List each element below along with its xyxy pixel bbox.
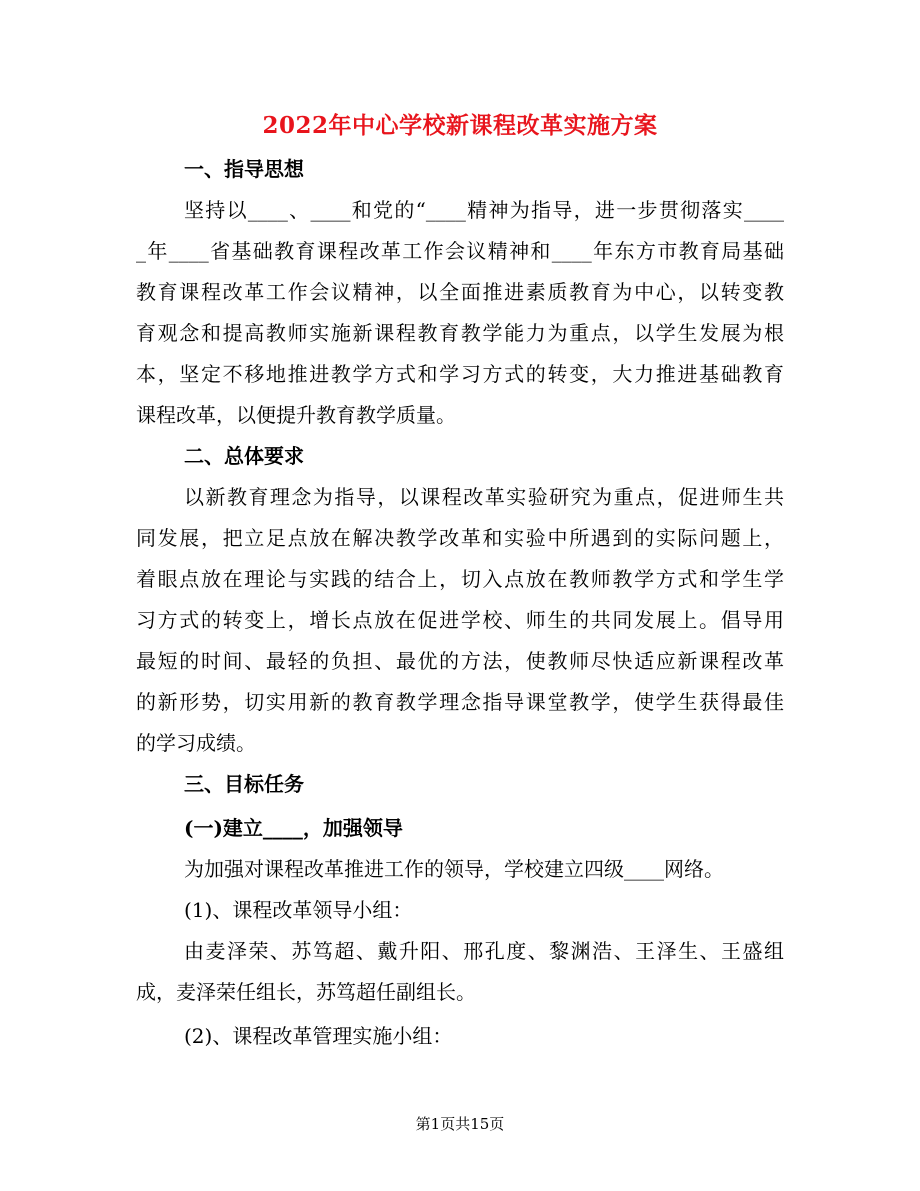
document-title: 2022年中心学校新课程改革实施方案 bbox=[262, 112, 658, 139]
paragraph-line: 同发展，把立足点放在解决教学改革和实验中所遇到的实际问题上， bbox=[136, 526, 784, 550]
paragraph-line: 习方式的转变上，增长点放在促进学校、师生的共同发展上。倡导用 bbox=[136, 608, 784, 632]
subheading-establish-leadership: (一)建立____，加强领导 bbox=[184, 816, 403, 840]
list-item-leadership-group: (1)、课程改革领导小组： bbox=[184, 898, 413, 922]
paragraph-line: 最短的时间、最轻的负担、最优的方法，使教师尽快适应新课程改革 bbox=[136, 649, 784, 673]
paragraph-line: 本，坚定不移地推进教学方式和学习方式的转变，大力推进基础教育 bbox=[136, 362, 784, 386]
paragraph-line: 成，麦泽荣任组长，苏笃超任副组长。 bbox=[136, 980, 476, 1004]
paragraph-line: 教育课程改革工作会议精神，以全面推进素质教育为中心，以转变教 bbox=[136, 280, 784, 304]
paragraph-line: 课程改革，以便提升教育教学质量。 bbox=[136, 403, 456, 427]
paragraph-line: 的学习成绩。 bbox=[136, 731, 256, 755]
paragraph-line: 着眼点放在理论与实践的结合上，切入点放在教师教学方式和学生学 bbox=[136, 567, 784, 591]
paragraph-line: 的新形势，切实用新的教育教学理念指导课堂教学，使学生获得最佳 bbox=[136, 690, 784, 714]
list-item-management-group: (2)、课程改革管理实施小组： bbox=[184, 1024, 453, 1048]
paragraph-line: 由麦泽荣、苏笃超、戴升阳、邢孔度、黎渊浩、王泽生、王盛组 bbox=[184, 939, 784, 963]
paragraph-line: 育观念和提高教师实施新课程教育教学能力为重点，以学生发展为根 bbox=[136, 321, 784, 345]
page-number-footer: 第1页共15页 bbox=[415, 1115, 505, 1133]
paragraph-line: 坚持以____、____和党的“____精神为指导，进一步贯彻落实____ bbox=[184, 198, 784, 222]
heading-guiding-thought: 一、指导思想 bbox=[184, 157, 304, 181]
paragraph-line: _年____省基础教育课程改革工作会议精神和____年东方市教育局基础 bbox=[136, 239, 784, 263]
heading-general-requirements: 二、总体要求 bbox=[184, 444, 304, 468]
paragraph-line: 以新教育理念为指导，以课程改革实验研究为重点，促进师生共 bbox=[184, 485, 784, 509]
heading-objectives: 三、目标任务 bbox=[184, 772, 304, 796]
paragraph-line: 为加强对课程改革推进工作的领导，学校建立四级____网络。 bbox=[184, 857, 724, 881]
